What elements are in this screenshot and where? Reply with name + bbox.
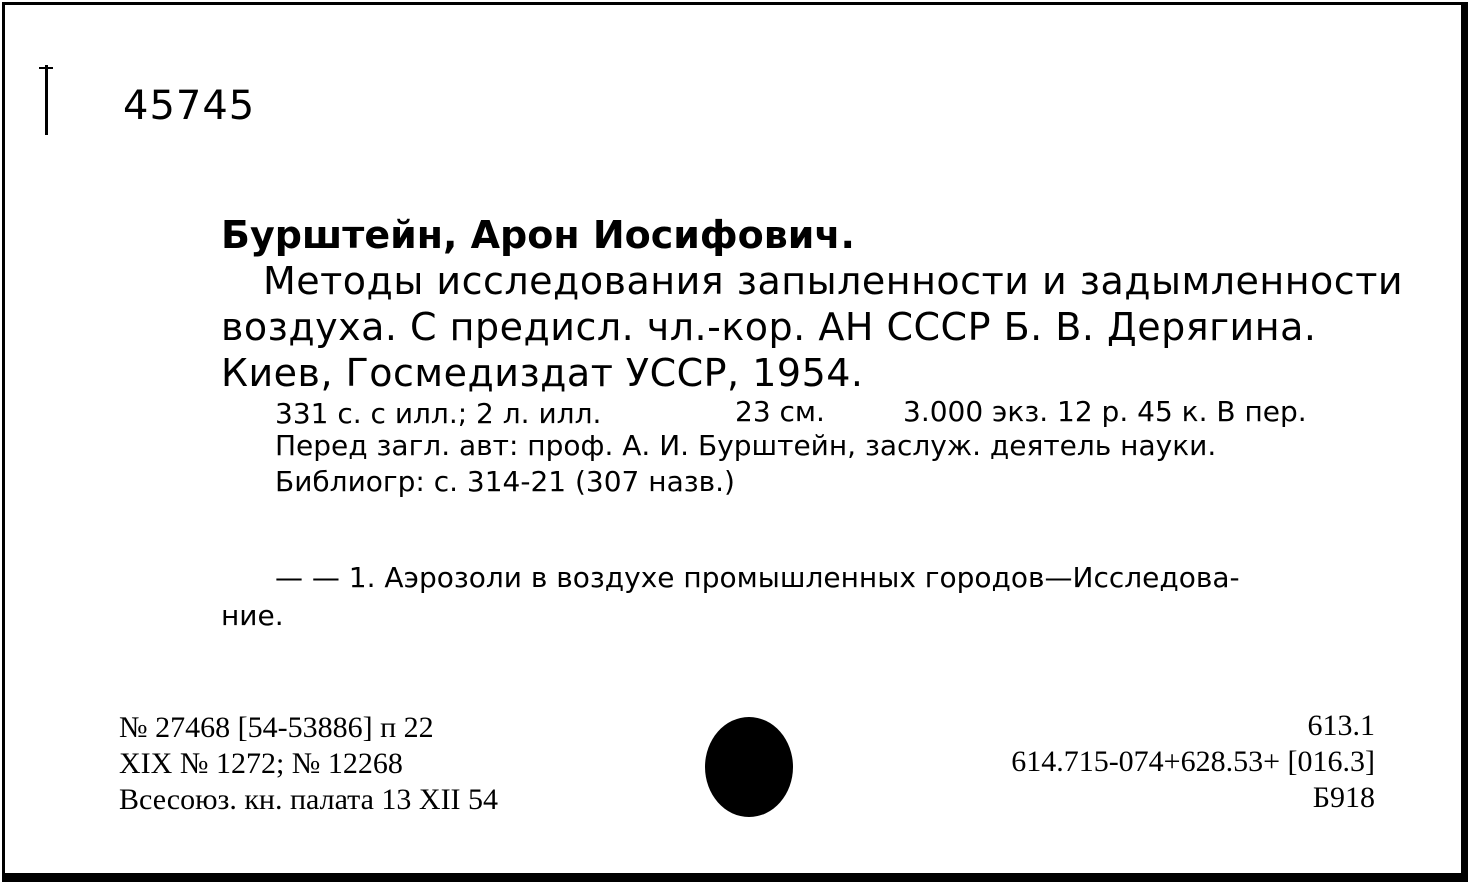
- collation-size: 23 см.: [735, 395, 825, 428]
- footer-chamber: Всесоюз. кн. палата 13 XII 54: [119, 783, 499, 816]
- subject-heading-cont: ние.: [221, 599, 284, 632]
- footer-record-number: № 27468 [54-53886] п 22: [119, 711, 434, 744]
- collation-pages: 331 с. с илл.; 2 л. илл.: [275, 397, 602, 430]
- collation-copies-price: 3.000 экз. 12 р. 45 к. В пер.: [903, 395, 1307, 428]
- title-line-3: Киев, Госмедиздат УССР, 1954.: [221, 351, 864, 395]
- note-author: Перед загл. авт: проф. А. И. Бурштейн, заслуж. деятель науки.: [275, 429, 1217, 462]
- note-bibliography: Библиогр: с. 314-21 (307 назв.): [275, 465, 735, 498]
- handwritten-number: 45745: [123, 83, 256, 129]
- corner-mark-top: [39, 67, 53, 69]
- corner-mark: [45, 65, 48, 135]
- footer-author-mark: Б918: [1312, 781, 1375, 814]
- footer-udc-1: 613.1: [1307, 709, 1375, 742]
- catalog-card: [2, 2, 1468, 882]
- author-heading: Бурштейн, Арон Иосифович.: [221, 213, 855, 257]
- footer-registration: XIX № 1272; № 12268: [119, 747, 403, 780]
- footer-udc-2: 614.715-074+628.53+ [016.3]: [1011, 745, 1375, 778]
- title-line-1: Методы исследования запыленности и задымленности: [263, 259, 1404, 303]
- subject-heading: — — 1. Аэрозоли в воздухе промышленных городов—Исследова-: [275, 561, 1240, 594]
- title-line-2: воздуха. С предисл. чл.-кор. АН СССР Б. В. Дерягина.: [221, 305, 1317, 349]
- punch-hole: [705, 717, 793, 817]
